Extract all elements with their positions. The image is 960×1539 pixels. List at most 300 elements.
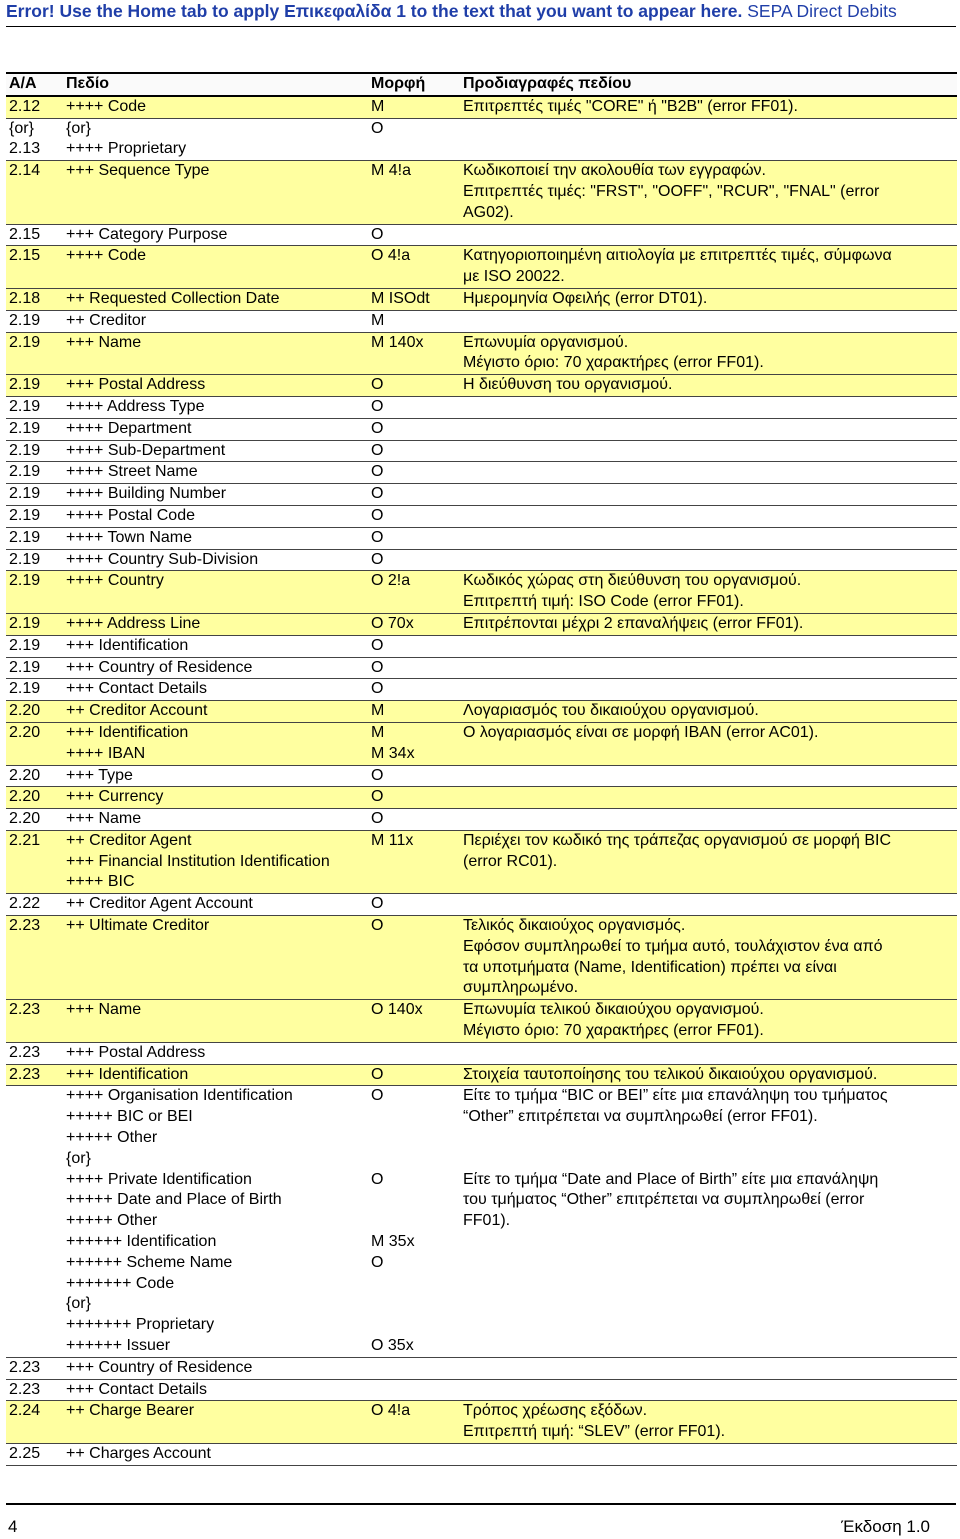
cell-spec-line — [463, 1128, 957, 1149]
table-row — [6, 396, 957, 418]
cell-spec-line: Τελικός δικαιούχος οργανισμός. — [463, 917, 686, 935]
cell-aa-line: 2.13 — [9, 140, 41, 158]
cell-spec-line: Κατηγοριοποιημένη αιτιολογία με επιτρεπτές τιμές, σύμφωνα — [463, 247, 892, 265]
cell-field — [63, 505, 368, 527]
cell-field — [63, 1042, 368, 1064]
table-row — [6, 118, 957, 161]
table-row — [6, 549, 957, 571]
cell-spec-line: Επιτρέπονται μέχρι 2 επαναλήψεις (error FF01). — [463, 614, 804, 632]
table-row — [6, 1000, 957, 1043]
cell-spec-line: Επιτρεπτή τιμή: ISO Code (error FF01). — [463, 593, 744, 611]
cell-field-line: ++ Creditor Agent Account — [66, 895, 253, 913]
cell-format — [368, 527, 460, 549]
cell-spec — [460, 787, 957, 809]
cell-aa-line: 2.20 — [9, 766, 41, 784]
cell-format-line: O — [371, 485, 384, 503]
cell-spec — [460, 1379, 957, 1401]
field-spec-table — [6, 72, 957, 1466]
cell-field — [63, 1086, 368, 1357]
cell-format-line — [371, 1190, 460, 1211]
table-row — [6, 462, 957, 484]
table-row — [6, 1086, 957, 1357]
cell-field-line: +++ Contact Details — [66, 1380, 207, 1398]
cell-field-line: ++++ IBAN — [66, 744, 146, 762]
cell-spec-line: Ο λογαριασμός είναι σε μορφή IBAN (error AC01). — [463, 723, 819, 741]
table-row — [6, 418, 957, 440]
cell-spec — [460, 679, 957, 701]
cell-format — [368, 916, 460, 1000]
cell-aa-line: 2.19 — [9, 376, 41, 394]
cell-aa — [6, 549, 63, 571]
cell-field-line: ++++ Department — [66, 419, 192, 437]
cell-field-line: ++++ Address Type — [66, 397, 205, 415]
cell-spec-line: Επωνυμία οργανισμού. — [463, 333, 629, 351]
cell-format-line: O — [371, 225, 384, 243]
col-header-format: Μορφή — [368, 73, 460, 96]
cell-format-line: O — [371, 917, 384, 935]
table-row — [6, 288, 957, 310]
cell-aa-line: 2.19 — [9, 680, 41, 698]
cell-format-line: O — [371, 1170, 384, 1188]
cell-spec-line — [463, 419, 957, 440]
table-row — [6, 809, 957, 831]
cell-spec — [460, 224, 957, 246]
cell-aa — [6, 375, 63, 397]
cell-spec — [460, 462, 957, 484]
cell-spec — [460, 96, 957, 118]
cell-field — [63, 722, 368, 765]
cell-spec — [460, 571, 957, 614]
cell-spec-line: συμπληρωμένο. — [463, 979, 579, 997]
cell-field — [63, 1401, 368, 1444]
cell-format-line: O — [371, 680, 384, 698]
cell-format — [368, 440, 460, 462]
cell-field-line: +++ Sequence Type — [66, 162, 210, 180]
page-number: 4 — [8, 1517, 18, 1536]
cell-aa — [6, 527, 63, 549]
cell-field-line: +++++++ Proprietary — [66, 1316, 215, 1334]
cell-format — [368, 830, 460, 893]
cell-aa-line: 2.18 — [9, 289, 41, 307]
cell-format-line: O — [371, 636, 384, 654]
cell-aa-line: 2.19 — [9, 550, 41, 568]
cell-aa-line: 2.20 — [9, 810, 41, 828]
cell-aa-line: 2.19 — [9, 614, 41, 632]
cell-field-line: +++ Name — [66, 1001, 142, 1019]
cell-field — [63, 462, 368, 484]
cell-spec — [460, 701, 957, 723]
cell-format-line: O — [371, 419, 384, 437]
cell-spec-line — [463, 225, 957, 246]
cell-field-line: ++++ Sub-Department — [66, 441, 226, 459]
table-row — [6, 1042, 957, 1064]
cell-field-line: +++ Country of Residence — [66, 658, 253, 676]
cell-format-line — [371, 1380, 460, 1401]
cell-spec — [460, 1444, 957, 1466]
cell-format-line: O — [371, 1253, 384, 1271]
cell-format-line: M — [371, 723, 385, 741]
cell-aa-line: 2.22 — [9, 895, 41, 913]
cell-spec — [460, 246, 957, 289]
cell-aa-line: 2.23 — [9, 1001, 41, 1019]
cell-format — [368, 679, 460, 701]
cell-format — [368, 1086, 460, 1357]
cell-field — [63, 1379, 368, 1401]
cell-format-line: O — [371, 766, 384, 784]
cell-spec — [460, 418, 957, 440]
cell-format-line: O 35x — [371, 1337, 414, 1355]
table-row — [6, 484, 957, 506]
cell-spec — [460, 1357, 957, 1379]
cell-spec-line — [463, 1043, 957, 1064]
cell-field — [63, 224, 368, 246]
cell-aa — [6, 118, 63, 161]
cell-field-line: ++ Requested Collection Date — [66, 289, 280, 307]
table-row — [6, 440, 957, 462]
cell-aa-line: 2.23 — [9, 1065, 41, 1083]
cell-field — [63, 288, 368, 310]
cell-format-line: O 4!a — [371, 1402, 411, 1420]
cell-field-line: +++++ Other — [66, 1212, 158, 1230]
cell-field — [63, 916, 368, 1000]
cell-spec — [460, 1401, 957, 1444]
doc-title: SEPA Direct Debits — [747, 1, 897, 21]
cell-format-line: M 140x — [371, 333, 424, 351]
cell-format — [368, 505, 460, 527]
cell-field — [63, 830, 368, 893]
cell-spec — [460, 396, 957, 418]
cell-spec — [460, 722, 957, 765]
cell-spec-line — [463, 1380, 957, 1401]
cell-aa — [6, 787, 63, 809]
cell-spec-line — [463, 787, 957, 808]
table-row — [6, 505, 957, 527]
cell-format-line — [371, 1107, 460, 1128]
cell-format — [368, 1042, 460, 1064]
cell-field-line: ++ Creditor Agent — [66, 831, 192, 849]
table-row — [6, 894, 957, 916]
cell-spec-line: Ημερομηνία Οφειλής (error DT01). — [463, 289, 708, 307]
cell-field-line: ++++ Address Line — [66, 614, 201, 632]
cell-aa-line: 2.19 — [9, 506, 41, 524]
cell-spec-line — [463, 809, 957, 830]
cell-format-line — [371, 1315, 460, 1336]
cell-spec-line — [463, 1358, 957, 1379]
cell-field-line: ++++ Street Name — [66, 463, 198, 481]
cell-field-line: {or} — [66, 1295, 91, 1313]
cell-aa-line: 2.21 — [9, 831, 41, 849]
cell-aa-line: 2.19 — [9, 572, 41, 590]
cell-field-line: ++++ BIC — [66, 873, 135, 891]
cell-aa-line: 2.15 — [9, 247, 41, 265]
cell-aa — [6, 1401, 63, 1444]
cell-spec-line: Επιτρεπτή τιμή: “SLEV” (error FF01). — [463, 1423, 726, 1441]
cell-aa — [6, 396, 63, 418]
cell-aa — [6, 505, 63, 527]
cell-format — [368, 418, 460, 440]
cell-spec — [460, 765, 957, 787]
cell-spec — [460, 916, 957, 1000]
cell-field — [63, 375, 368, 397]
error-text: Error! Use the Home tab to apply Επικεφαλίδα 1 to the text that you want to appear here. — [6, 1, 743, 21]
cell-field — [63, 246, 368, 289]
cell-format-line: M — [371, 97, 385, 115]
cell-field-line: +++++ Other — [66, 1129, 158, 1147]
table-row — [6, 161, 957, 224]
cell-format-line: M 34x — [371, 744, 415, 762]
cell-format — [368, 657, 460, 679]
table-row — [6, 613, 957, 635]
table-row — [6, 310, 957, 332]
cell-spec — [460, 830, 957, 893]
cell-field-line: ++++ Code — [66, 247, 147, 265]
cell-aa-line: 2.19 — [9, 311, 41, 329]
cell-spec-line: Επωνυμία τελικού δικαιούχου οργανισμού. — [463, 1001, 764, 1019]
cell-field — [63, 118, 368, 161]
cell-field-line: ++++ Private Identification — [66, 1170, 252, 1188]
cell-aa — [6, 613, 63, 635]
cell-spec-line — [463, 636, 957, 657]
cell-format-line: O — [371, 1065, 384, 1083]
cell-spec-line — [463, 766, 957, 787]
cell-field-line: ++++ Country — [66, 572, 164, 590]
cell-spec — [460, 1086, 957, 1357]
cell-format-line: O — [371, 119, 384, 137]
cell-aa — [6, 310, 63, 332]
cell-spec — [460, 527, 957, 549]
cell-aa — [6, 1000, 63, 1043]
cell-field — [63, 310, 368, 332]
cell-aa-line: 2.19 — [9, 636, 41, 654]
cell-aa-line: 2.23 — [9, 1358, 41, 1376]
cell-format — [368, 484, 460, 506]
cell-format-line: O — [371, 441, 384, 459]
cell-field-line: ++ Ultimate Creditor — [66, 917, 210, 935]
cell-format — [368, 288, 460, 310]
cell-spec — [460, 118, 957, 161]
table-row — [6, 722, 957, 765]
cell-format-line — [371, 1043, 460, 1064]
table-row — [6, 1444, 957, 1466]
cell-spec — [460, 1064, 957, 1086]
cell-spec-line: Μέγιστο όριο: 70 χαρακτήρες (error FF01). — [463, 1022, 764, 1040]
cell-aa — [6, 1357, 63, 1379]
cell-aa — [6, 418, 63, 440]
cell-spec-line — [463, 311, 957, 332]
cell-aa-line: 2.15 — [9, 225, 41, 243]
cell-field — [63, 571, 368, 614]
cell-field — [63, 894, 368, 916]
cell-field — [63, 613, 368, 635]
cell-field — [63, 1357, 368, 1379]
table-row — [6, 527, 957, 549]
cell-format — [368, 809, 460, 831]
table-row — [6, 1064, 957, 1086]
cell-spec — [460, 1000, 957, 1043]
cell-field-line: ++++ Code — [66, 97, 147, 115]
cell-spec — [460, 440, 957, 462]
cell-spec-line: με ISO 20022. — [463, 268, 565, 286]
cell-field — [63, 484, 368, 506]
cell-field — [63, 787, 368, 809]
cell-field-line: ++++++ Identification — [66, 1233, 217, 1251]
cell-spec — [460, 657, 957, 679]
page-footer — [6, 1503, 956, 1536]
cell-spec-line: Τρόπος χρέωσης εξόδων. — [463, 1402, 648, 1420]
cell-field-line: ++++++ Issuer — [66, 1337, 171, 1355]
table-row — [6, 657, 957, 679]
cell-field-line: ++++ Organisation Identification — [66, 1087, 293, 1105]
cell-aa-line: 2.23 — [9, 1043, 41, 1061]
cell-format-line — [371, 1294, 460, 1315]
cell-spec-line: Εφόσον συμπληρωθεί το τμήμα αυτό, τουλάχιστον ένα από — [463, 937, 883, 955]
cell-aa-line: 2.12 — [9, 97, 41, 115]
cell-spec-line: Κωδικοποιεί την ακολουθία των εγγραφών. — [463, 162, 766, 180]
cell-aa-line: 2.19 — [9, 419, 41, 437]
cell-field-line: +++ Identification — [66, 1065, 189, 1083]
table-row — [6, 224, 957, 246]
cell-format-line: O — [371, 895, 384, 913]
cell-spec — [460, 635, 957, 657]
cell-field-line: +++ Contact Details — [66, 680, 207, 698]
cell-aa-line: 2.24 — [9, 1402, 41, 1420]
cell-spec-line: Η διεύθυνση του οργανισμού. — [463, 376, 673, 394]
cell-spec-line — [463, 119, 957, 140]
cell-aa — [6, 484, 63, 506]
cell-format — [368, 894, 460, 916]
cell-spec-line: Επιτρεπτές τιμές "CORE" ή "B2B" (error FF01). — [463, 97, 798, 115]
table-header-row — [6, 73, 957, 96]
cell-spec — [460, 809, 957, 831]
cell-spec-line: Μέγιστο όριο: 70 χαρακτήρες (error FF01). — [463, 354, 764, 372]
cell-field-line: +++ Postal Address — [66, 1043, 206, 1061]
cell-aa-line: 2.19 — [9, 333, 41, 351]
cell-aa — [6, 765, 63, 787]
cell-spec-line: (error RC01). — [463, 852, 558, 870]
cell-spec — [460, 484, 957, 506]
cell-field-line: +++ Financial Institution Identification — [66, 852, 330, 870]
cell-field — [63, 1444, 368, 1466]
table-row — [6, 375, 957, 397]
cell-format-line — [371, 1358, 460, 1379]
cell-format-line — [371, 1444, 460, 1465]
cell-aa — [6, 571, 63, 614]
cell-aa — [6, 657, 63, 679]
cell-aa — [6, 1444, 63, 1466]
version-label: Έκδοση 1.0 — [841, 1517, 930, 1536]
cell-format-line: O — [371, 463, 384, 481]
cell-format-line: O — [371, 658, 384, 676]
cell-spec — [460, 549, 957, 571]
cell-format-line: M 35x — [371, 1233, 415, 1251]
cell-format — [368, 635, 460, 657]
table-row — [6, 246, 957, 289]
cell-spec — [460, 332, 957, 375]
cell-field-line: +++++ BIC or BEI — [66, 1108, 193, 1126]
cell-format — [368, 613, 460, 635]
cell-field — [63, 1064, 368, 1086]
cell-field-line: +++ Identification — [66, 723, 189, 741]
cell-field-line: ++ Charges Account — [66, 1445, 211, 1462]
cell-field-line: +++ Postal Address — [66, 376, 206, 394]
table-row — [6, 96, 957, 118]
cell-field-line: ++++ Country Sub-Division — [66, 550, 259, 568]
cell-aa-line: 2.25 — [9, 1445, 41, 1462]
cell-spec-line — [463, 397, 957, 418]
cell-field-line: ++++++ Scheme Name — [66, 1253, 233, 1271]
cell-spec-line: Κωδικός χώρας στη διεύθυνση του οργανισμού. — [463, 572, 802, 590]
cell-field-line: +++ Name — [66, 333, 142, 351]
table-row — [6, 571, 957, 614]
cell-field — [63, 809, 368, 831]
cell-aa-line: 2.14 — [9, 162, 41, 180]
cell-spec-line — [463, 1444, 957, 1465]
cell-spec — [460, 613, 957, 635]
cell-spec-line: Επιτρεπτές τιμές: "FRST", "OOFF", "RCUR", "FNAL" (error — [463, 182, 880, 200]
cell-spec-line: “Other” επιτρέπεται να συμπληρωθεί (error FF01). — [463, 1108, 818, 1126]
cell-format — [368, 1000, 460, 1043]
cell-aa — [6, 288, 63, 310]
cell-format-line: O 4!a — [371, 247, 411, 265]
cell-aa — [6, 701, 63, 723]
cell-format — [368, 571, 460, 614]
cell-field-line: +++ Country of Residence — [66, 1358, 253, 1376]
cell-format-line: M 11x — [371, 831, 414, 849]
cell-field-line: ++ Creditor Account — [66, 702, 208, 720]
cell-aa — [6, 679, 63, 701]
cell-aa — [6, 916, 63, 1000]
cell-aa — [6, 332, 63, 375]
cell-format — [368, 246, 460, 289]
cell-format-line — [371, 1128, 460, 1149]
cell-format — [368, 375, 460, 397]
table-row — [6, 830, 957, 893]
col-header-aa: Α/Α — [6, 73, 63, 96]
cell-spec-line: Λογαριασμός του δικαιούχου οργανισμού. — [463, 702, 759, 720]
cell-field — [63, 679, 368, 701]
cell-spec — [460, 288, 957, 310]
cell-spec-line — [463, 894, 957, 915]
cell-spec-line — [463, 441, 957, 462]
cell-format-line: O — [371, 550, 384, 568]
cell-field-line: ++ Creditor — [66, 311, 147, 329]
cell-field-line: ++++ Building Number — [66, 485, 227, 503]
cell-aa — [6, 440, 63, 462]
cell-format-line: O — [371, 788, 384, 806]
cell-format-line: O — [371, 528, 384, 546]
table-row — [6, 787, 957, 809]
cell-format — [368, 332, 460, 375]
cell-field — [63, 701, 368, 723]
cell-spec — [460, 161, 957, 224]
cell-format — [368, 1401, 460, 1444]
cell-aa — [6, 809, 63, 831]
cell-spec-line — [463, 679, 957, 700]
cell-spec-line — [463, 550, 957, 571]
cell-format — [368, 161, 460, 224]
cell-spec-line — [463, 506, 957, 527]
cell-format — [368, 118, 460, 161]
cell-spec — [460, 894, 957, 916]
cell-format-line: O 70x — [371, 614, 414, 632]
cell-field-line: {or} — [66, 1149, 91, 1167]
cell-aa-line: 2.19 — [9, 485, 41, 503]
cell-format-line: O — [371, 1087, 384, 1105]
cell-aa-line: 2.19 — [9, 441, 41, 459]
cell-field — [63, 96, 368, 118]
cell-field — [63, 161, 368, 224]
cell-spec-line: Είτε το τμήμα “BIC or BEI” είτε μια επανάληψη του τμήματος — [463, 1087, 888, 1105]
